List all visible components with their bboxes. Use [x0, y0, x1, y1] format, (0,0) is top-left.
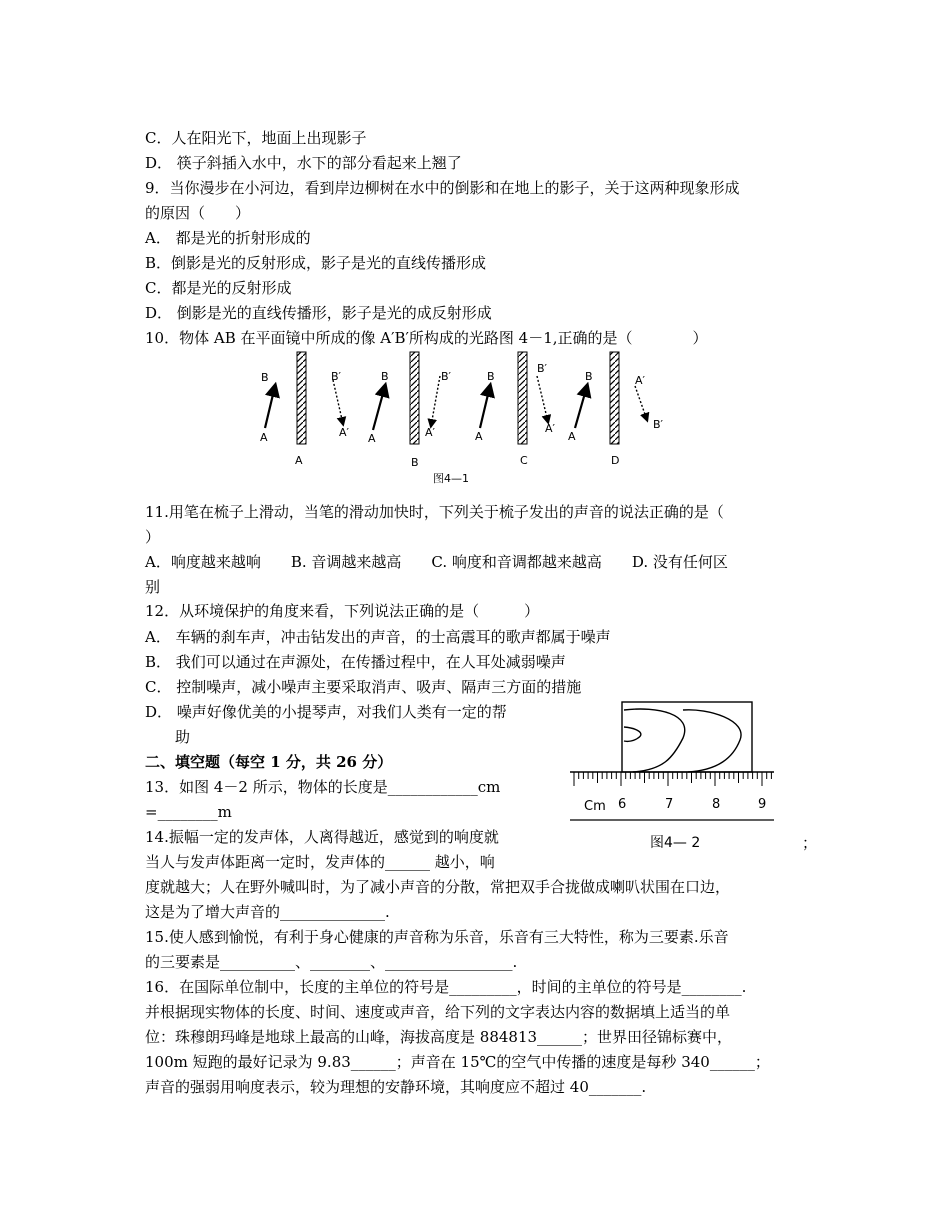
mirror-b	[410, 352, 419, 444]
q12-option-a: A． 车辆的刹车声，冲击钻发出的声音，的士高震耳的歌声都属于噪声	[145, 628, 611, 646]
question-14: 14.振幅一定的发声体，人离得越近，感觉到的响度就	[145, 828, 499, 846]
ruler-ticks	[574, 772, 771, 786]
q12-option-b: B． 我们可以通过在声源处，在传播过程中，在人耳处减弱噪声	[145, 653, 566, 671]
question-10: 10．物体 AB 在平面镜中所成的像 A′B′所构成的光路图 4－1,正确的是（ ）	[145, 329, 708, 347]
question-9: 9．当你漫步在小河边，看到岸边柳树在水中的倒影和在地上的影子，关于这两种现象形成	[145, 179, 740, 197]
question-16-cont3: 100m 短跑的最好记录为 9.83______；声音在 15℃的空气中传播的速度是每秒 340______；	[145, 1053, 770, 1071]
question-14-cont3: 这是为了增大声音的______________.	[145, 903, 390, 921]
question-16-cont2: 位：珠穆朗玛峰是地球上最高的山峰，海拔高度是 884813______；世界田径锦标赛中，	[145, 1028, 733, 1046]
q9-option-b: B．倒影是光的反射形成，影子是光的直线传播形成	[145, 254, 487, 272]
question-14-cont: 当人与发声体距离一定时，发声体的______ 越小，响	[145, 853, 495, 871]
fig1-a-label-a: A	[260, 431, 268, 444]
fig1-a-label-bimg: B′	[331, 370, 342, 383]
ruler-label-8: 8	[712, 797, 721, 812]
q12-option-d-cont: 助	[145, 728, 191, 746]
mirror-c	[518, 352, 527, 444]
question-15: 15.使人感到愉悦，有利于身心健康的声音称为乐音，乐音有三大特性，称为三要素.乐音	[145, 928, 729, 946]
fig1-c-label-bimg: B′	[537, 362, 548, 375]
figure-4-1	[255, 350, 675, 485]
fig1-c-label-a: A	[475, 430, 483, 443]
fig1-b-label-b: B	[381, 370, 389, 383]
option-c-line: C．人在阳光下，地面上出现影子	[145, 129, 367, 147]
option-d-line: D． 筷子斜插入水中，水下的部分看起来上翘了	[145, 154, 462, 172]
object-block	[622, 702, 752, 772]
fig1-caption: 图4—1	[433, 472, 469, 485]
fig1-b-label-a: A	[368, 432, 376, 445]
question-14-cont2: 度就越大；人在野外喊叫时，为了减小声音的分散，常把双手合拢做成喇叭状围在口边，	[145, 878, 731, 896]
ruler-label-9: 9	[758, 797, 767, 812]
fig1-c-label-b: B	[487, 370, 495, 383]
question-11-cont: ）	[145, 528, 161, 546]
q9-option-a: A． 都是光的折射形成的	[145, 229, 311, 247]
fig1-b-label-aimg: A′	[425, 426, 436, 439]
question-15-cont: 的三要素是__________、________、_________________.	[145, 953, 518, 971]
fig1-option-d: D	[611, 454, 620, 467]
q11-options: A．响度越来越响 B. 音调越来越高 C. 响度和音调都越来越高 D. 没有任何区	[145, 553, 728, 571]
q11-options-cont: 别	[145, 578, 161, 596]
fig1-d-label-a: A	[568, 430, 576, 443]
question-16-cont: 并根据现实物体的长度、时间、速度或声音，给下列的文字表达内容的数据填上适当的单	[145, 1003, 731, 1021]
question-13-cont: =________m	[145, 803, 232, 821]
mirror-a	[297, 352, 306, 444]
q12-option-c: C． 控制噪声，减小噪声主要采取消声、吸声、隔声三方面的措施	[145, 678, 582, 696]
trailing-semicolon: ；	[802, 834, 818, 852]
fig1-option-b: B	[411, 456, 419, 469]
question-9-cont: 的原因（ ）	[145, 204, 251, 222]
q12-option-d: D． 噪声好像优美的小提琴声，对我们人类有一定的帮	[145, 703, 507, 721]
fig1-option-c: C	[520, 454, 528, 467]
ruler-unit: Cm	[584, 799, 606, 814]
fig2-caption: 图4— 2	[650, 835, 701, 851]
ruler-label-7: 7	[665, 797, 674, 812]
fig1-a-label-b: B	[261, 371, 269, 384]
section-heading: 二、填空题（每空 1 分，共 26 分）	[145, 753, 393, 771]
fig1-d-label-aimg: A′	[635, 374, 646, 387]
fig1-c-label-aimg: A′	[545, 422, 556, 435]
q9-option-d: D． 倒影是光的直线传播形，影子是光的成反射形成	[145, 304, 492, 322]
fig1-d-label-b: B	[585, 370, 593, 383]
question-16: 16．在国际单位制中，长度的主单位的符号是_________，时间的主单位的符号是________.	[145, 978, 747, 996]
question-12: 12．从环境保护的角度来看，下列说法正确的是（ ）	[145, 602, 540, 620]
q9-option-c: C．都是光的反射形成	[145, 279, 292, 297]
fig1-a-label-aimg: A′	[339, 426, 350, 439]
fig1-b-label-bimg: B′	[441, 370, 452, 383]
figure-4-2	[568, 700, 778, 828]
question-16-cont4: 声音的强弱用响度表示，较为理想的安静环境，其响度应不超过 40_______.	[145, 1078, 647, 1096]
fig1-d-label-bimg: B′	[653, 418, 664, 431]
question-11: 11.用笔在梳子上滑动，当笔的滑动加快时，下列关于梳子发出的声音的说法正确的是（	[145, 503, 724, 521]
fig1-option-a: A	[295, 454, 303, 467]
mirror-d	[610, 352, 619, 444]
question-13: 13．如图 4－2 所示，物体的长度是____________cm	[145, 778, 501, 796]
ruler-label-6: 6	[618, 797, 627, 812]
